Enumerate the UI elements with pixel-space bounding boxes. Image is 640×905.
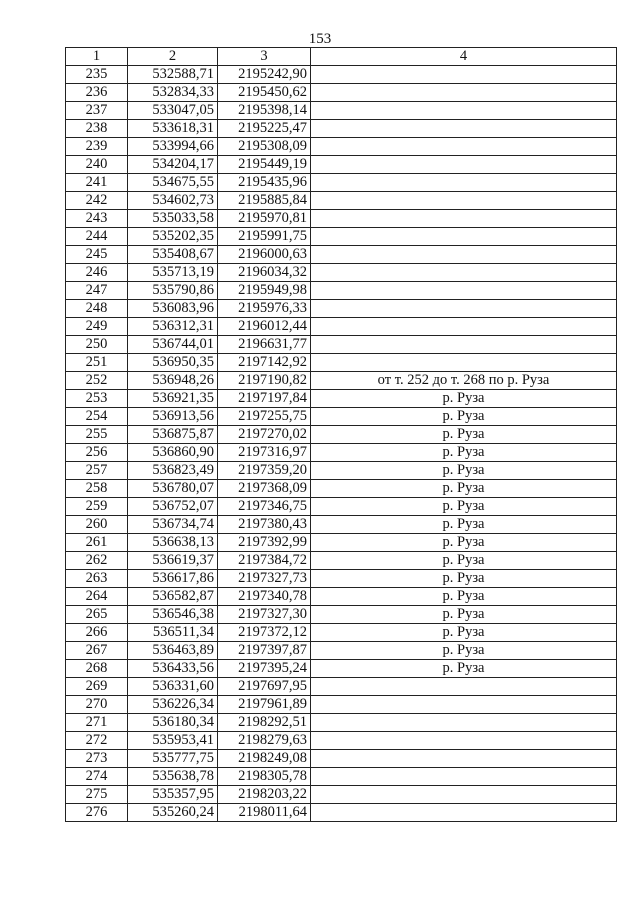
x-coordinate-cell: 536950,35: [128, 354, 218, 372]
y-coordinate-cell: 2197359,20: [218, 462, 311, 480]
description-cell: р. Руза: [311, 516, 617, 534]
table-row: [66, 714, 617, 732]
description-cell: р. Руза: [311, 462, 617, 480]
x-coordinate-cell: 535408,67: [128, 246, 218, 264]
y-coordinate-cell: 2197372,12: [218, 624, 311, 642]
point-number-cell: 251: [66, 354, 128, 372]
description-cell: р. Руза: [311, 588, 617, 606]
x-coordinate-cell: 536823,49: [128, 462, 218, 480]
y-coordinate-cell: 2197380,43: [218, 516, 311, 534]
description-cell: [311, 192, 617, 210]
x-coordinate-cell: 536921,35: [128, 390, 218, 408]
y-coordinate-cell: 2196000,63: [218, 246, 311, 264]
y-coordinate-cell: 2197397,87: [218, 642, 311, 660]
table-row: [66, 372, 617, 390]
y-coordinate-cell: 2197327,73: [218, 570, 311, 588]
point-number-cell: 256: [66, 444, 128, 462]
point-number-cell: 258: [66, 480, 128, 498]
y-coordinate-cell: 2197142,92: [218, 354, 311, 372]
point-number-cell: 252: [66, 372, 128, 390]
point-number-cell: 272: [66, 732, 128, 750]
description-cell: р. Руза: [311, 426, 617, 444]
x-coordinate-cell: 536744,01: [128, 336, 218, 354]
point-number-cell: 239: [66, 138, 128, 156]
x-coordinate-cell: 536546,38: [128, 606, 218, 624]
point-number-cell: 275: [66, 786, 128, 804]
table-row: [66, 138, 617, 156]
description-cell: р. Руза: [311, 606, 617, 624]
x-coordinate-cell: 536752,07: [128, 498, 218, 516]
table-row: [66, 678, 617, 696]
description-cell: [311, 354, 617, 372]
y-coordinate-cell: 2197255,75: [218, 408, 311, 426]
x-coordinate-cell: 535260,24: [128, 804, 218, 822]
y-coordinate-cell: 2197316,97: [218, 444, 311, 462]
description-cell: р. Руза: [311, 408, 617, 426]
y-coordinate-cell: 2197270,02: [218, 426, 311, 444]
table-row: [66, 642, 617, 660]
point-number-cell: 236: [66, 84, 128, 102]
y-coordinate-cell: 2197392,99: [218, 534, 311, 552]
y-coordinate-cell: 2197368,09: [218, 480, 311, 498]
point-number-cell: 237: [66, 102, 128, 120]
x-coordinate-cell: 534602,73: [128, 192, 218, 210]
point-number-cell: 259: [66, 498, 128, 516]
description-cell: р. Руза: [311, 624, 617, 642]
y-coordinate-cell: 2195991,75: [218, 228, 311, 246]
table-row: [66, 768, 617, 786]
table-row: [66, 570, 617, 588]
x-coordinate-cell: 536180,34: [128, 714, 218, 732]
table-row: [66, 282, 617, 300]
x-coordinate-cell: 536511,34: [128, 624, 218, 642]
description-cell: р. Руза: [311, 498, 617, 516]
point-number-cell: 245: [66, 246, 128, 264]
description-cell: р. Руза: [311, 660, 617, 678]
point-number-cell: 243: [66, 210, 128, 228]
point-number-cell: 270: [66, 696, 128, 714]
point-number-cell: 253: [66, 390, 128, 408]
table-row: [66, 552, 617, 570]
table-row: [66, 732, 617, 750]
point-number-cell: 242: [66, 192, 128, 210]
description-cell: [311, 300, 617, 318]
table-row: [66, 336, 617, 354]
table-row: [66, 66, 617, 84]
description-cell: р. Руза: [311, 480, 617, 498]
y-coordinate-cell: 2198305,78: [218, 768, 311, 786]
point-number-cell: 267: [66, 642, 128, 660]
y-coordinate-cell: 2197346,75: [218, 498, 311, 516]
x-coordinate-cell: 536433,56: [128, 660, 218, 678]
point-number-cell: 235: [66, 66, 128, 84]
y-coordinate-cell: 2197395,24: [218, 660, 311, 678]
y-coordinate-cell: 2195308,09: [218, 138, 311, 156]
description-cell: р. Руза: [311, 390, 617, 408]
point-number-cell: 241: [66, 174, 128, 192]
description-cell: р. Руза: [311, 534, 617, 552]
description-cell: [311, 696, 617, 714]
point-number-cell: 262: [66, 552, 128, 570]
table-row: [66, 498, 617, 516]
point-number-cell: 254: [66, 408, 128, 426]
description-cell: [311, 174, 617, 192]
description-cell: [311, 120, 617, 138]
x-coordinate-cell: 535202,35: [128, 228, 218, 246]
table-row: [66, 606, 617, 624]
table-row: [66, 354, 617, 372]
table-row: [66, 624, 617, 642]
header-col-3: 3: [218, 48, 311, 66]
point-number-cell: 257: [66, 462, 128, 480]
point-number-cell: 266: [66, 624, 128, 642]
header-col-4: 4: [311, 48, 617, 66]
point-number-cell: 268: [66, 660, 128, 678]
point-number-cell: 273: [66, 750, 128, 768]
point-number-cell: 260: [66, 516, 128, 534]
y-coordinate-cell: 2195449,19: [218, 156, 311, 174]
point-number-cell: 247: [66, 282, 128, 300]
description-cell: [311, 804, 617, 822]
point-number-cell: 264: [66, 588, 128, 606]
y-coordinate-cell: 2195435,96: [218, 174, 311, 192]
table-row: [66, 102, 617, 120]
table-row: [66, 516, 617, 534]
description-cell: [311, 102, 617, 120]
table-row: [66, 786, 617, 804]
x-coordinate-cell: 535777,75: [128, 750, 218, 768]
table-row: [66, 480, 617, 498]
table-row: [66, 660, 617, 678]
y-coordinate-cell: 2195976,33: [218, 300, 311, 318]
point-number-cell: 240: [66, 156, 128, 174]
point-number-cell: 271: [66, 714, 128, 732]
description-cell: р. Руза: [311, 642, 617, 660]
description-cell: [311, 786, 617, 804]
x-coordinate-cell: 536780,07: [128, 480, 218, 498]
table-row: [66, 588, 617, 606]
table-row: [66, 750, 617, 768]
description-cell: [311, 768, 617, 786]
page-number: 153: [308, 31, 332, 47]
x-coordinate-cell: 536638,13: [128, 534, 218, 552]
y-coordinate-cell: 2197961,89: [218, 696, 311, 714]
description-cell: [311, 318, 617, 336]
x-coordinate-cell: 532834,33: [128, 84, 218, 102]
x-coordinate-cell: 536582,87: [128, 588, 218, 606]
table-row: [66, 228, 617, 246]
y-coordinate-cell: 2197340,78: [218, 588, 311, 606]
coordinates-table: [65, 47, 617, 822]
y-coordinate-cell: 2195225,47: [218, 120, 311, 138]
y-coordinate-cell: 2196631,77: [218, 336, 311, 354]
description-cell: от т. 252 до т. 268 по р. Руза: [311, 372, 617, 390]
table-row: [66, 408, 617, 426]
table-row: [66, 462, 617, 480]
description-cell: [311, 732, 617, 750]
point-number-cell: 265: [66, 606, 128, 624]
y-coordinate-cell: 2195450,62: [218, 84, 311, 102]
x-coordinate-cell: 534204,17: [128, 156, 218, 174]
x-coordinate-cell: 536734,74: [128, 516, 218, 534]
point-number-cell: 248: [66, 300, 128, 318]
x-coordinate-cell: 536226,34: [128, 696, 218, 714]
description-cell: р. Руза: [311, 444, 617, 462]
point-number-cell: 238: [66, 120, 128, 138]
point-number-cell: 261: [66, 534, 128, 552]
y-coordinate-cell: 2198279,63: [218, 732, 311, 750]
point-number-cell: 276: [66, 804, 128, 822]
description-cell: [311, 228, 617, 246]
table-row: [66, 696, 617, 714]
x-coordinate-cell: 533618,31: [128, 120, 218, 138]
description-cell: [311, 282, 617, 300]
x-coordinate-cell: 536875,87: [128, 426, 218, 444]
x-coordinate-cell: 535953,41: [128, 732, 218, 750]
x-coordinate-cell: 536948,26: [128, 372, 218, 390]
description-cell: р. Руза: [311, 552, 617, 570]
x-coordinate-cell: 536617,86: [128, 570, 218, 588]
table-row: [66, 426, 617, 444]
description-cell: [311, 336, 617, 354]
point-number-cell: 250: [66, 336, 128, 354]
y-coordinate-cell: 2196034,32: [218, 264, 311, 282]
table-row: [66, 264, 617, 282]
point-number-cell: 269: [66, 678, 128, 696]
y-coordinate-cell: 2195949,98: [218, 282, 311, 300]
description-cell: [311, 156, 617, 174]
point-number-cell: 244: [66, 228, 128, 246]
x-coordinate-cell: 535638,78: [128, 768, 218, 786]
table-row: [66, 210, 617, 228]
description-cell: [311, 678, 617, 696]
x-coordinate-cell: 534675,55: [128, 174, 218, 192]
x-coordinate-cell: 536312,31: [128, 318, 218, 336]
x-coordinate-cell: 533047,05: [128, 102, 218, 120]
table-row: [66, 444, 617, 462]
description-cell: [311, 66, 617, 84]
y-coordinate-cell: 2195885,84: [218, 192, 311, 210]
x-coordinate-cell: 536331,60: [128, 678, 218, 696]
y-coordinate-cell: 2197697,95: [218, 678, 311, 696]
y-coordinate-cell: 2198203,22: [218, 786, 311, 804]
header-col-2: 2: [128, 48, 218, 66]
x-coordinate-cell: 535713,19: [128, 264, 218, 282]
y-coordinate-cell: 2198292,51: [218, 714, 311, 732]
y-coordinate-cell: 2195242,90: [218, 66, 311, 84]
y-coordinate-cell: 2197190,82: [218, 372, 311, 390]
table-row: [66, 192, 617, 210]
table-row: [66, 300, 617, 318]
x-coordinate-cell: 533994,66: [128, 138, 218, 156]
point-number-cell: 255: [66, 426, 128, 444]
table-body: [66, 66, 617, 822]
table-row: [66, 804, 617, 822]
table-row: [66, 174, 617, 192]
x-coordinate-cell: 536083,96: [128, 300, 218, 318]
table-row: [66, 318, 617, 336]
description-cell: [311, 138, 617, 156]
table-row: [66, 246, 617, 264]
y-coordinate-cell: 2198011,64: [218, 804, 311, 822]
table-row: [66, 390, 617, 408]
x-coordinate-cell: 536463,89: [128, 642, 218, 660]
description-cell: [311, 714, 617, 732]
y-coordinate-cell: 2197197,84: [218, 390, 311, 408]
y-coordinate-cell: 2195970,81: [218, 210, 311, 228]
point-number-cell: 274: [66, 768, 128, 786]
x-coordinate-cell: 536619,37: [128, 552, 218, 570]
x-coordinate-cell: 536860,90: [128, 444, 218, 462]
description-cell: [311, 750, 617, 768]
description-cell: [311, 264, 617, 282]
table-row: [66, 156, 617, 174]
table-row: [66, 534, 617, 552]
table-row: [66, 84, 617, 102]
x-coordinate-cell: 535033,58: [128, 210, 218, 228]
point-number-cell: 249: [66, 318, 128, 336]
y-coordinate-cell: 2198249,08: [218, 750, 311, 768]
y-coordinate-cell: 2196012,44: [218, 318, 311, 336]
y-coordinate-cell: 2195398,14: [218, 102, 311, 120]
description-cell: [311, 84, 617, 102]
x-coordinate-cell: 535357,95: [128, 786, 218, 804]
x-coordinate-cell: 535790,86: [128, 282, 218, 300]
table-header-row: [66, 48, 617, 66]
x-coordinate-cell: 532588,71: [128, 66, 218, 84]
y-coordinate-cell: 2197384,72: [218, 552, 311, 570]
description-cell: [311, 246, 617, 264]
point-number-cell: 263: [66, 570, 128, 588]
header-col-1: 1: [66, 48, 128, 66]
y-coordinate-cell: 2197327,30: [218, 606, 311, 624]
description-cell: р. Руза: [311, 570, 617, 588]
description-cell: [311, 210, 617, 228]
point-number-cell: 246: [66, 264, 128, 282]
table-row: [66, 120, 617, 138]
x-coordinate-cell: 536913,56: [128, 408, 218, 426]
